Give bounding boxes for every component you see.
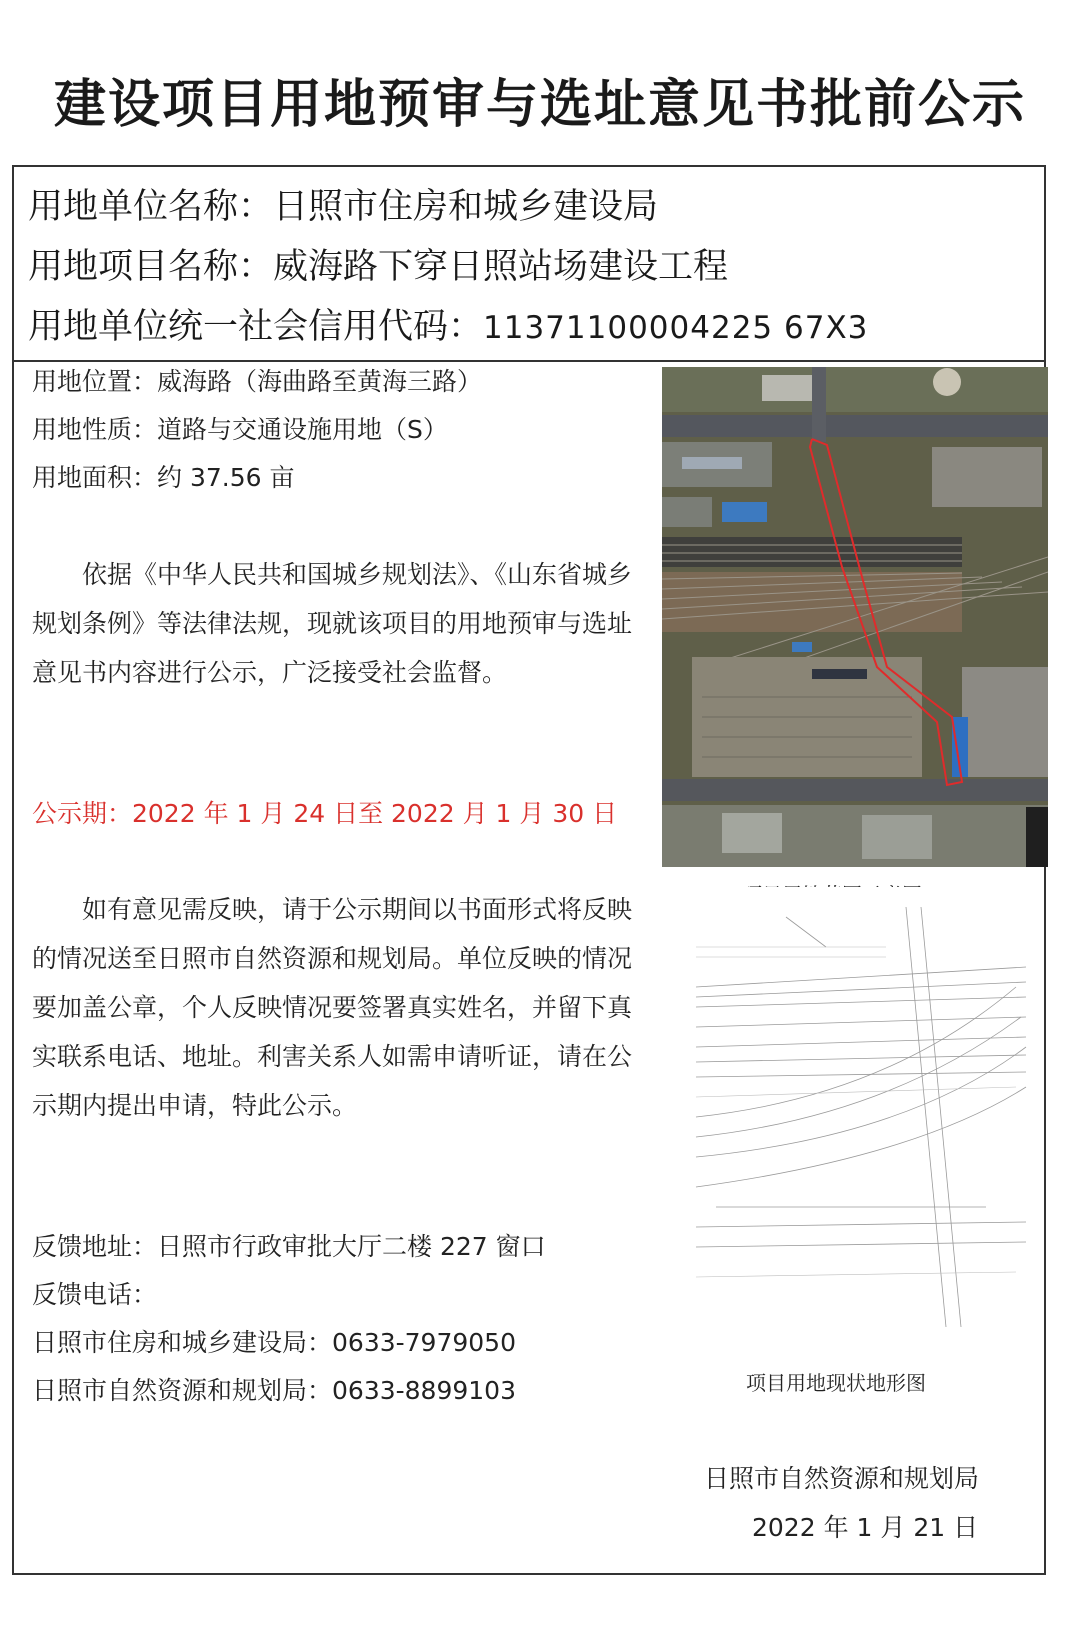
location-text: 用地位置：威海路（海曲路至黄海三路） — [32, 367, 483, 396]
public-period: 公示期：2022 年 1 月 24 日至 2022 月 1 月 30 日 — [32, 799, 618, 828]
issue-date: 2022 年 1 月 21 日 — [752, 1513, 979, 1542]
feedback-phone-planning: 日照市自然资源和规划局：0633-8899103 — [32, 1376, 516, 1405]
basis-paragraph: 依据《中华人民共和国城乡规划法》、《山东省城乡规划条例》等法律法规，现就该项目的用地预审与选址意见书内容进行公示，广泛接受社会监督。 — [32, 560, 633, 687]
project-name-label: 用地项目名称： — [28, 247, 274, 287]
project-name-line — [28, 239, 728, 289]
unit-name: 日照市住房和城乡建设局 — [273, 187, 659, 227]
project-name: 威海路下穿日照站场建设工程 — [273, 247, 729, 287]
nature-text: 用地性质：道路与交通设施用地（S） — [32, 415, 448, 444]
area-text: 用地面积：约 37.56 亩 — [32, 463, 295, 492]
credit-code: 11371100004225 67X3 — [483, 310, 869, 346]
header-box — [14, 167, 1044, 362]
topographic-map-image — [686, 887, 1038, 1337]
feedback-phone-label: 反馈电话： — [32, 1280, 158, 1309]
feedback-phone-housing: 日照市住房和城乡建设局：0633-7979050 — [32, 1328, 516, 1357]
feedback-address: 反馈地址：日照市行政审批大厅二楼 227 窗口 — [32, 1232, 546, 1261]
objection-paragraph: 如有意见需反映，请于公示期间以书面形式将反映的情况送至日照市自然资源和规划局。单位反映的情况要加盖公章，个人反映情况要签署真实姓名，并留下真实联系电话、地址。利害关系人如需申请听证，请在公示期内提出申请，特此公示。 — [32, 895, 633, 1120]
unit-name-line — [28, 179, 658, 229]
credit-code-line — [28, 299, 868, 349]
credit-code-label: 用地单位统一社会信用代码： — [28, 307, 484, 347]
issuing-authority: 日照市自然资源和规划局 — [704, 1464, 980, 1493]
page-title: 建设项目用地预审与选址意见书批前公示 — [53, 74, 1026, 135]
satellite-map-image — [662, 367, 1048, 867]
topographic-map-caption: 项目用地现状地形图 — [746, 1371, 926, 1395]
unit-name-label: 用地单位名称： — [28, 187, 274, 227]
notice-frame — [12, 165, 1046, 1575]
